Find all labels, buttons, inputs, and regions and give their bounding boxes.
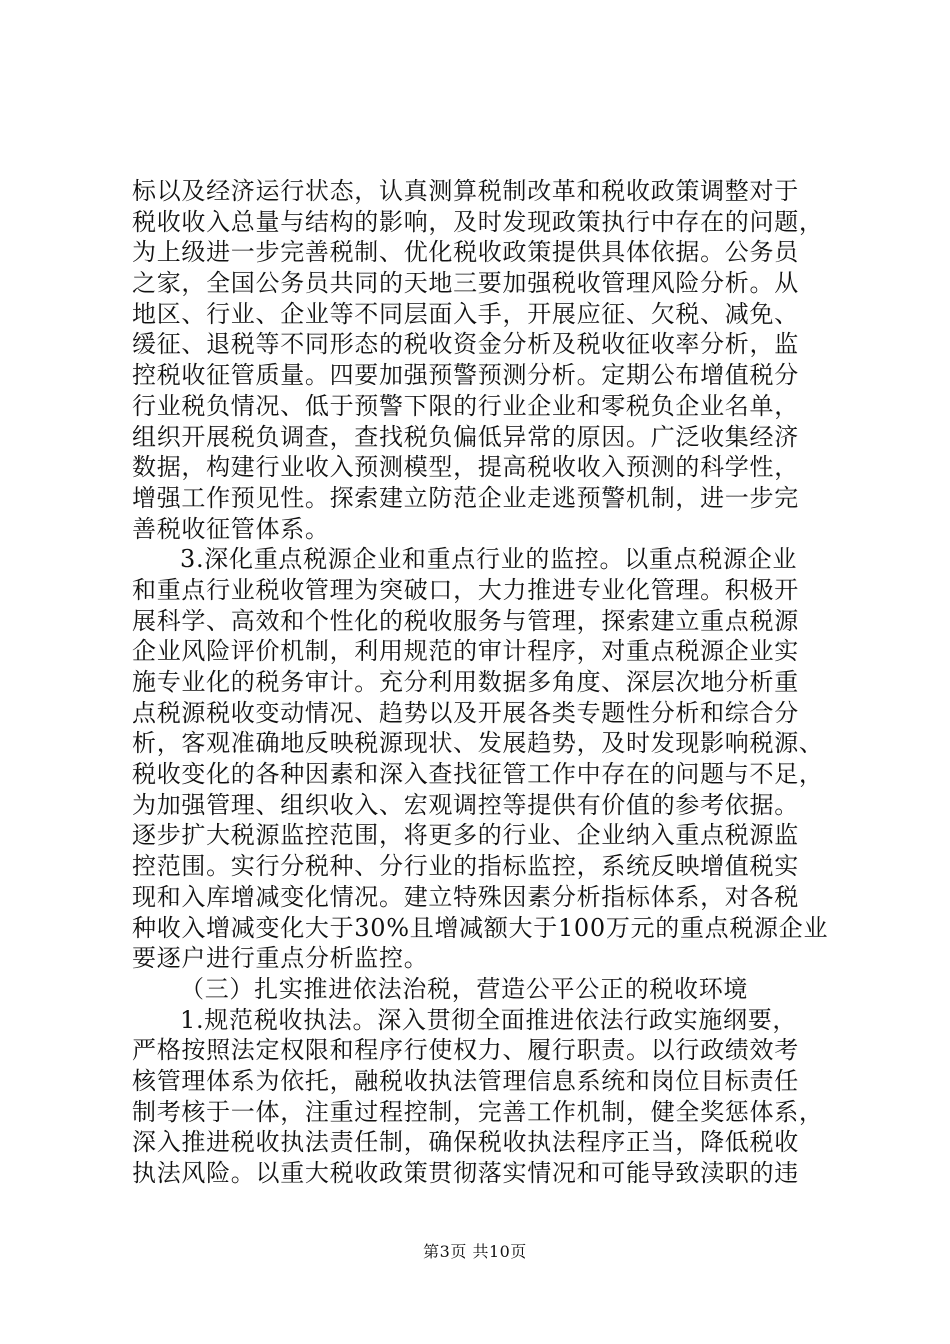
text-line: 数据，构建行业收入预测模型，提高税收收入预测的科学性， [132,453,799,482]
text-line: 要逐户进行重点分析监控。 [132,944,429,973]
text-line: 深入推进税收执法责任制，确保税收执法程序正当，降低税收 [132,1128,799,1157]
text-line: 地区、行业、企业等不同层面入手，开展应征、欠税、减免、 [132,299,799,328]
text-line: 控税收征管质量。四要加强预警预测分析。定期公布增值税分 [132,361,799,390]
text-line: 制考核于一体，注重过程控制，完善工作机制，健全奖惩体系， [132,1097,824,1126]
text-line: 缓征、退税等不同形态的税收资金分析及税收征收率分析，监 [132,330,799,359]
body-text [132,176,832,1189]
text-line: 展科学、高效和个性化的税收服务与管理，探索建立重点税源 [132,606,799,635]
page-number-footer: 第3页 共10页 [423,1242,527,1261]
section-heading-part-3: （三）扎实推进依法治税，营造公平公正的税收环境 [180,974,749,1003]
text-line: 税收变化的各种因素和深入查找征管工作中存在的问题与不足， [132,760,824,789]
text-line: 标以及经济运行状态，认真测算税制改革和税收政策调整对于 [132,177,799,205]
text-line: 组织开展税负调查，查找税负偏低异常的原因。广泛收集经济 [132,422,799,451]
text-line: 析，客观准确地反映税源现状、发展趋势，及时发现影响税源、 [132,729,824,758]
text-line: 种收入增减变化大于30%且增减额大于100万元的重点税源企业 [132,913,829,942]
text-line: 为上级进一步完善税制、优化税收政策提供具体依据。公务员 [132,238,799,267]
text-line: 增强工作预见性。探索建立防范企业走逃预警机制，进一步完 [132,483,799,512]
subsection-heading-1: 1.规范税收执法。深入贯彻全面推进依法行政实施纲要， [180,1005,798,1034]
text-line: 和重点行业税收管理为突破口，大力推进专业化管理。积极开 [132,575,799,604]
text-line: 行业税负情况、低于预警下限的行业企业和零税负企业名单， [132,391,799,420]
text-line: 严格按照法定权限和程序行使权力、履行职责。以行政绩效考 [132,1036,799,1065]
text-line: 为加强管理、组织收入、宏观调控等提供有价值的参考依据。 [132,790,799,819]
text-line: 企业风险评价机制，利用规范的审计程序，对重点税源企业实 [132,637,799,666]
text-line: 核管理体系为依托，融税收执法管理信息系统和岗位目标责任 [132,1066,799,1095]
text-line: 现和入库增减变化情况。建立特殊因素分析指标体系，对各税 [132,882,799,911]
text-line: 之家，全国公务员共同的天地三要加强税收管理风险分析。从 [132,269,799,298]
text-line: 善税收征管体系。 [132,514,330,543]
text-line: 税收收入总量与结构的影响，及时发现政策执行中存在的问题， [132,207,824,236]
text-line: 点税源税收变动情况、趋势以及开展各类专题性分析和综合分 [132,698,799,727]
text-line: 控范围。实行分税种、分行业的指标监控，系统反映增值税实 [132,852,799,881]
text-line: 逐步扩大税源监控范围，将更多的行业、企业纳入重点税源监 [132,821,799,850]
section-heading-3: 3.深化重点税源企业和重点行业的监控。以重点税源企业 [180,545,798,574]
text-line: 执法风险。以重大税收政策贯彻落实情况和可能导致渎职的违 [132,1159,799,1187]
text-line: 施专业化的税务审计。充分利用数据多角度、深层次地分析重 [132,668,799,696]
